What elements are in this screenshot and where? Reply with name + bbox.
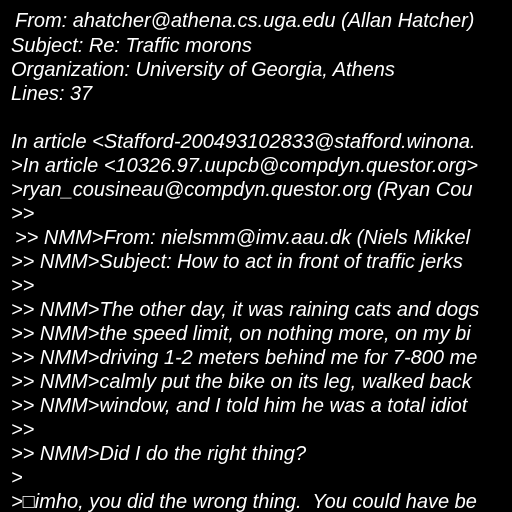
header-from: From: ahatcher@athena.cs.uga.edu (Allan Hatcher) <box>15 10 475 32</box>
quoted-line: >> NMM>window, and I told him he was a total idiot <box>11 395 468 417</box>
quoted-line: >> <box>11 419 35 441</box>
quoted-line: >□imho, you did the wrong thing. You could have be <box>11 491 477 512</box>
attribution-line: In article <Stafford-200493102833@stafford.winona. <box>11 131 476 153</box>
quoted-line: >In article <10326.97.uupcb@compdyn.questor.org> <box>11 155 479 177</box>
quoted-line: >> NMM>From: nielsmm@imv.aau.dk (Niels Mikkel <box>15 227 471 249</box>
quoted-line: >> <box>11 203 35 225</box>
quoted-line: >> NMM>Did I do the right thing? <box>11 443 307 465</box>
header-organization: Organization: University of Georgia, Athens <box>11 59 395 81</box>
quoted-line: > <box>11 467 23 489</box>
quoted-line: >ryan_cousineau@compdyn.questor.org (Ryan Cou <box>11 179 473 201</box>
quoted-line: >> <box>11 275 35 297</box>
quoted-line: >> NMM>the speed limit, on nothing more, on my bi <box>11 323 471 345</box>
header-lines: Lines: 37 <box>11 83 93 105</box>
quoted-line: >> NMM>Subject: How to act in front of traffic jerks <box>11 251 463 273</box>
header-subject: Subject: Re: Traffic morons <box>11 35 252 57</box>
quoted-line: >> NMM>driving 1-2 meters behind me for 7-800 me <box>11 347 478 369</box>
quoted-line: >> NMM>The other day, it was raining cats and dogs <box>11 299 480 321</box>
quoted-line: >> NMM>calmly put the bike on its leg, walked back <box>11 371 472 393</box>
